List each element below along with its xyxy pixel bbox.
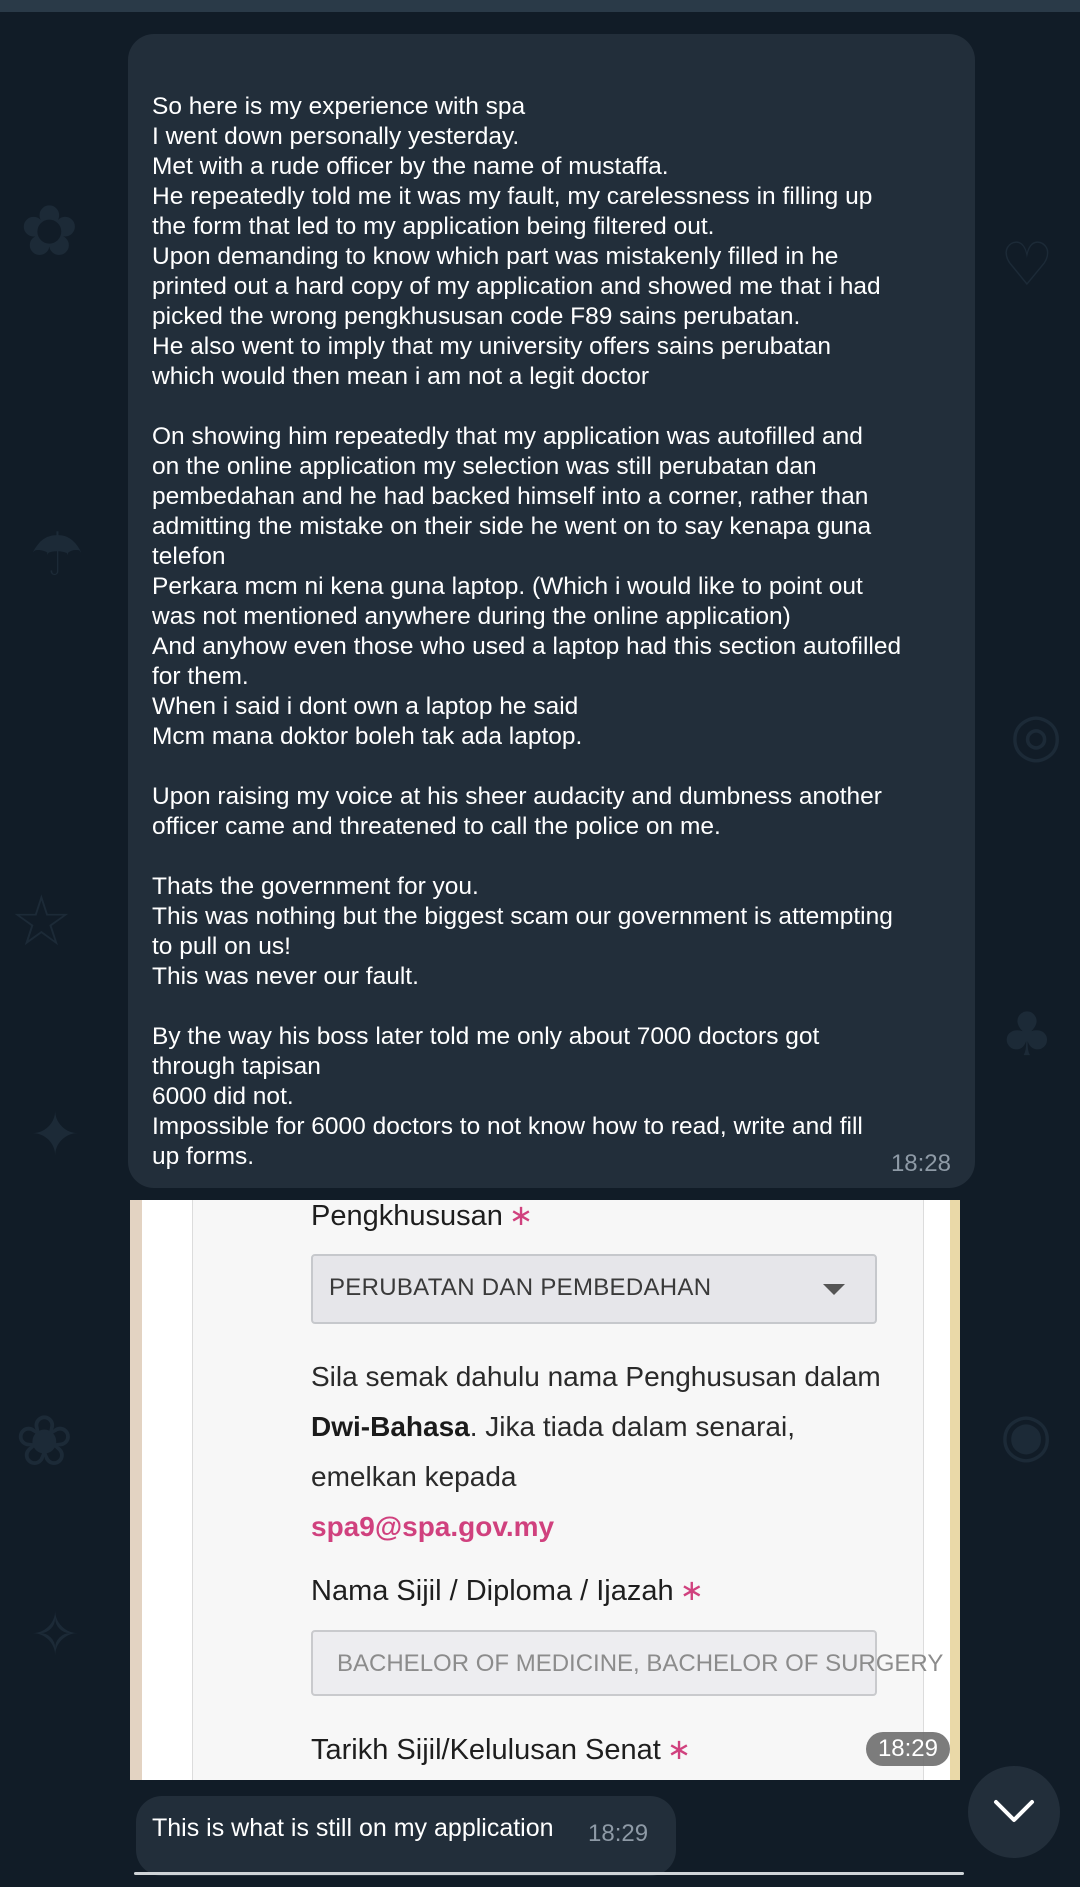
screenshot-page xyxy=(142,1200,950,1780)
message-line: This was nothing but the biggest scam our government is attempting xyxy=(152,903,893,930)
message-line: Perkara mcm ni kena guna laptop. (Which i would like to point out xyxy=(152,573,863,600)
message-line: was not mentioned anywhere during the online application) xyxy=(152,603,791,630)
message-line: Impossible for 6000 doctors to not know how to read, write and fill xyxy=(152,1113,863,1140)
field-label-pengkhususan: Pengkhususan ∗ xyxy=(311,1200,534,1232)
required-mark: ∗ xyxy=(508,1200,534,1232)
pengkhususan-select xyxy=(311,1254,877,1324)
required-mark: ∗ xyxy=(666,1734,692,1766)
image-time: 18:29 xyxy=(866,1732,950,1766)
select-value: PERUBATAN DAN PEMBEDAHAN xyxy=(329,1274,712,1301)
message-line: printed out a hard copy of my application and showed me that i had xyxy=(152,273,881,300)
caption-time: 18:29 xyxy=(588,1820,649,1847)
message-line xyxy=(152,752,962,782)
message-line: for them. xyxy=(152,663,249,690)
message-line: And anyhow even those who used a laptop had this section autofilled xyxy=(152,633,902,660)
chevron-down-icon xyxy=(992,1794,1036,1830)
message-line: picked the wrong pengkhususan code F89 sains perubatan. xyxy=(152,303,801,330)
message-line: Met with a rude officer by the name of mustaffa. xyxy=(152,153,669,180)
message-line: the form that led to my application being filtered out. xyxy=(152,213,715,240)
message-line: I went down personally yesterday. xyxy=(152,123,520,150)
message-line: He repeatedly told me it was my fault, my carelessness in filling up xyxy=(152,183,873,210)
nama-sijil-field xyxy=(311,1630,944,1696)
doodle-icon: ◎ xyxy=(1010,700,1063,770)
help-bold: Dwi-Bahasa xyxy=(311,1411,470,1442)
message-line: 6000 did not. xyxy=(152,1083,294,1110)
field-value: BACHELOR OF MEDICINE, BACHELOR OF SURGERY xyxy=(337,1650,944,1677)
doodle-icon: ♣ xyxy=(1000,1000,1054,1070)
form-panel xyxy=(192,1200,944,1780)
message-line: officer came and threatened to call the police on me. xyxy=(152,813,721,840)
message-line: through tapisan xyxy=(152,1053,321,1080)
message-line: which would then mean i am not a legit doctor xyxy=(152,363,650,390)
scroll-down-button[interactable] xyxy=(968,1766,1060,1858)
doodle-icon: ♡ xyxy=(1000,230,1054,300)
message-line: telefon xyxy=(152,543,226,570)
doodle-icon: ✦ xyxy=(30,1100,81,1170)
message-line: So here is my experience with spa xyxy=(152,93,526,120)
caret-down-icon xyxy=(823,1284,845,1295)
message-line: on the online application my selection was still perubatan dan xyxy=(152,453,817,480)
message-line xyxy=(152,992,962,1022)
image-message[interactable] xyxy=(130,1200,960,1780)
doodle-icon: ◉ xyxy=(1000,1400,1053,1470)
caption-text: This is what is still on my application xyxy=(152,1814,554,1842)
required-mark: ∗ xyxy=(679,1575,704,1607)
doodle-icon: ✧ xyxy=(30,1600,81,1670)
message-line: On showing him repeatedly that my application was autofilled and xyxy=(152,423,863,450)
message-line xyxy=(152,392,962,422)
message-line: admitting the mistake on their side he went on to say kenapa guna xyxy=(152,513,872,540)
field-label-tarikh: Tarikh Sijil/Kelulusan Senat ∗ xyxy=(311,1734,692,1766)
message-line: When i said i dont own a laptop he said xyxy=(152,693,579,720)
help-email: spa9@spa.gov.my xyxy=(311,1511,555,1542)
doodle-icon: ✿ xyxy=(20,190,79,272)
message-line xyxy=(152,842,962,872)
image-edge-left xyxy=(130,1200,142,1780)
field-label-nama-sijil: Nama Sijil / Diploma / Ijazah ∗ xyxy=(311,1575,704,1607)
text-message-bubble[interactable] xyxy=(128,34,975,1188)
doodle-icon: ❀ xyxy=(15,1400,74,1482)
message-line: pembedahan and he had backed himself into a corner, rather than xyxy=(152,483,869,510)
message-line: Upon raising my voice at his sheer audacity and dumbness another xyxy=(152,783,882,810)
help-text: Sila semak dahulu nama Penghususan dalam Dwi-Bahasa. Jika tiada dalam senarai, emelkan kepada spa9@spa.gov.my xyxy=(311,1352,881,1552)
image-edge-right xyxy=(950,1200,960,1780)
message-line: Upon demanding to know which part was mistakenly filled in he xyxy=(152,243,839,270)
caption-message-bubble[interactable] xyxy=(136,1796,676,1876)
message-line: Thats the government for you. xyxy=(152,873,479,900)
message-line: Mcm mana doktor boleh tak ada laptop. xyxy=(152,723,583,750)
message-time: 18:28 xyxy=(890,1150,951,1177)
message-line: He also went to imply that my university offers sains perubatan xyxy=(152,333,832,360)
bottom-divider xyxy=(134,1872,964,1875)
message-text xyxy=(152,92,962,1172)
message-line: to pull on us! xyxy=(152,933,291,960)
doodle-icon: ☂ xyxy=(30,520,84,590)
top-bar-strip xyxy=(0,0,1080,12)
message-line: By the way his boss later told me only about 7000 doctors got xyxy=(152,1023,820,1050)
doodle-icon: ☆ xyxy=(10,880,73,962)
message-line: This was never our fault. xyxy=(152,963,419,990)
message-line: up forms. xyxy=(152,1143,255,1170)
